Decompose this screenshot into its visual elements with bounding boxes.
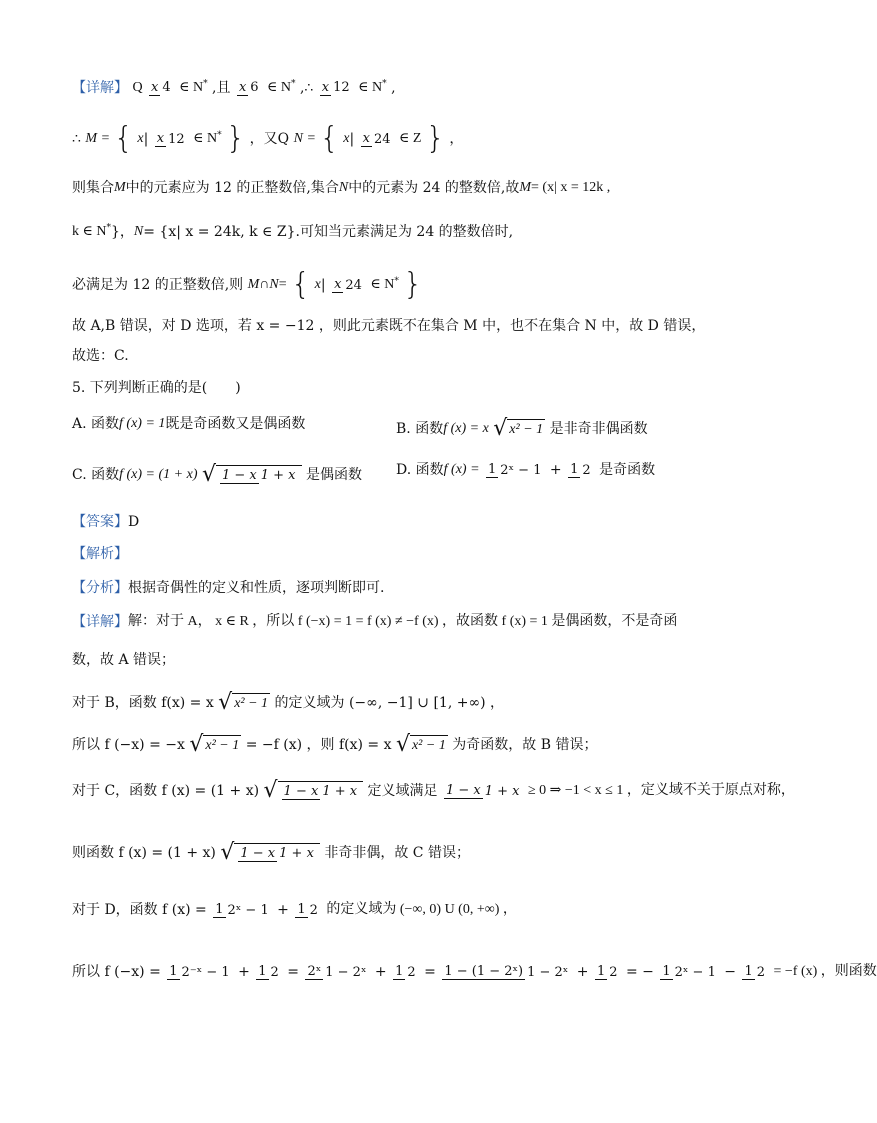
text-l1-f12: 12 <box>333 80 350 96</box>
text-optB-b: 是非奇非偶函数 <box>549 421 648 437</box>
text-l2-bar2: | <box>349 131 355 147</box>
text-ans-val: D <box>128 514 140 530</box>
text-l2-den2: 24 <box>374 131 391 147</box>
text-optC-num: 1 − x <box>221 467 257 483</box>
analysis-tag-line <box>72 544 128 564</box>
detail-c-line-2 <box>72 838 470 868</box>
text-b1-b: 的定义域为 (−∞, −1] ∪ [1, +∞) ， <box>274 695 505 711</box>
text-l1-fx: x <box>238 79 247 95</box>
detail-d-line-1 <box>72 900 517 920</box>
text-l5-in: ∈ N <box>370 277 395 292</box>
text-c2-a: 则函数 f (x) = (1 + x) <box>72 845 216 861</box>
sqrt <box>396 730 448 760</box>
text-q5-text: 5. 下列判断正确的是( ) <box>72 380 241 396</box>
text-e2-n2: 1 <box>258 964 267 979</box>
text-l2-so: ∴ <box>72 131 81 147</box>
text-e1-a: 对于 D，函数 f (x) = <box>72 902 207 918</box>
math-glyph <box>295 900 320 920</box>
detail-line-5: 必满足为 12 的正整数倍,则 M∩N= { x| x 24 ∈ N* } <box>72 267 423 302</box>
text-l1-and: ,且 <box>212 79 231 96</box>
detail-d-line-2 <box>72 962 877 982</box>
text-e2-p2: + <box>374 964 387 980</box>
text-l2-x2: x <box>343 131 350 146</box>
text-l5-a: 必满足为 12 的正整数倍,则 <box>72 277 244 293</box>
text-optC-f: f (x) = (1 + x) <box>119 467 198 482</box>
math-glyph: √ <box>263 778 278 803</box>
text-c1-b: 定义域满足 <box>367 783 438 799</box>
text-c1-den2: 1 + x <box>484 783 520 799</box>
text-l3-a: 则集合 <box>72 180 114 196</box>
analysis-tag: 【解析】 <box>72 546 128 562</box>
text-e2-eq3: = − <box>625 964 654 980</box>
text-l4-star: * <box>106 223 111 233</box>
text-l4-c: = {x| x = 24k, k ∈ Z}.可知当元素满足为 24 的整数倍时, <box>143 223 514 240</box>
math-glyph <box>256 962 281 982</box>
math-glyph <box>282 782 360 802</box>
text-c1-num: 1 − x <box>283 783 319 799</box>
text-optC-b: 是偶函数 <box>305 467 362 483</box>
text-l2-num2: x <box>362 131 370 146</box>
text-b2-a: 所以 f (−x) = −x <box>72 737 185 753</box>
text-b2-rad1: x² − 1 <box>203 735 241 756</box>
text-optB-rad: x² − 1 <box>507 419 545 440</box>
text-b2-c: 为奇函数，故 B 错误； <box>452 737 598 753</box>
text-c2-den: 1 + x <box>279 846 314 861</box>
math-glyph <box>278 781 364 802</box>
text-e2-c: = −f (x) ，则函数 <box>773 964 877 979</box>
math-glyph <box>568 460 593 480</box>
text-l1-in3: ∈ N <box>358 79 383 95</box>
text-e2-d5: 1 − 2ˣ <box>527 964 569 980</box>
math-glyph <box>234 843 320 864</box>
text-e2-p3: + <box>576 964 589 980</box>
text-l1-star3: * <box>382 79 387 89</box>
text-e1-den1: 2ˣ − 1 <box>227 902 269 918</box>
text-l1-star2: * <box>291 79 296 89</box>
text-optD-plus: + <box>549 462 562 478</box>
detail-tag: 【详解】 <box>72 79 128 96</box>
fraction <box>332 275 364 295</box>
math-glyph <box>167 962 231 982</box>
text-l2-in: ∈ N <box>193 131 218 146</box>
text-l2-eq: = <box>101 131 110 146</box>
fraction <box>237 78 261 98</box>
option-a <box>72 414 305 434</box>
text-l7-text: 故选：C. <box>72 348 129 364</box>
text-l5-M: M <box>247 277 260 292</box>
detail-tag-2: 【详解】 <box>72 614 128 630</box>
text-l2-mid: ，又Q <box>249 131 290 147</box>
text-l1-star1: * <box>203 79 208 89</box>
math-glyph <box>220 466 298 486</box>
math-glyph: √ <box>493 416 508 441</box>
detail-b-line-2 <box>72 730 597 760</box>
option-d <box>396 460 655 480</box>
text-e2-d2: 2 <box>270 964 279 980</box>
text-l5-bar: | <box>320 277 326 293</box>
left-brace: { <box>113 121 133 156</box>
text-e2-n5: 1 − (1 − 2ˣ) <box>444 964 524 979</box>
math-glyph <box>660 962 718 982</box>
text-l5-num: x <box>334 277 342 292</box>
text-optA-f: f (x) = 1 <box>119 416 166 431</box>
text-b2-b: = −f (x) ，则 f(x) = x <box>245 737 392 753</box>
text-c1-den: 1 + x <box>322 784 358 799</box>
sqrt <box>220 838 320 868</box>
text-e2-d1: 2⁻ˣ − 1 <box>181 964 230 980</box>
text-l1-end: , <box>391 79 396 96</box>
detail-a-line-1 <box>72 612 677 632</box>
text-e2-d7: 2ˣ − 1 <box>674 964 716 980</box>
text-l5-star: * <box>394 276 399 287</box>
text-l5-x: x <box>314 277 321 292</box>
text-c1-num2: 1 − x <box>445 783 481 798</box>
text-optA-b: 既是奇函数又是偶函数 <box>165 416 306 432</box>
text-l2-eq2: = <box>307 131 316 146</box>
text-c1-c: ≥ 0 ⇒ −1 < x ≤ 1 ，定义域不关于原点对称， <box>527 783 795 798</box>
fraction <box>320 78 352 98</box>
text-e2-eq2: = <box>424 964 436 980</box>
math-glyph <box>305 962 368 982</box>
text-e2-n3: 2ˣ <box>307 964 322 979</box>
text-e2-n1: 1 <box>169 964 178 979</box>
text-optD-f: f (x) = <box>443 462 480 477</box>
text-l5-N: N <box>269 277 279 292</box>
math-glyph: √ <box>189 732 204 757</box>
answer-line <box>72 512 139 532</box>
text-e2-eq1: = <box>287 964 300 980</box>
text-l4-a: k ∈ N <box>72 223 107 239</box>
math-glyph <box>486 460 544 480</box>
answer-tag: 【答案】 <box>72 514 128 530</box>
text-optC-a: C. 函数 <box>72 467 120 483</box>
math-glyph: √ <box>218 690 233 715</box>
text-l2-num: x <box>156 131 165 146</box>
text-fx-text: 根据奇偶性的定义和性质，逐项判断即可. <box>128 580 385 596</box>
text-optD-b: 是奇函数 <box>599 462 656 478</box>
math-glyph <box>442 962 570 982</box>
text-l1-in1: ∈ N <box>179 79 204 95</box>
math-glyph <box>238 844 316 864</box>
text-l5-eq: = <box>278 277 287 292</box>
text-l3-N: N <box>338 180 349 195</box>
text-d2-text: 数，故 A 错误； <box>72 652 176 668</box>
detail-line-7 <box>72 346 129 366</box>
text-e2-p1: + <box>238 964 250 980</box>
text-e2-n7: 1 <box>662 964 671 979</box>
text-l2-x: x <box>137 131 144 146</box>
text-optD-num1: 1 <box>487 462 497 477</box>
text-c2-num: 1 − x <box>240 845 276 861</box>
detail-c-line-1 <box>72 776 795 806</box>
text-optD-num2: 1 <box>570 462 579 477</box>
text-l4-b: }， <box>110 223 134 240</box>
text-optB-f: f (x) = x <box>443 421 489 436</box>
text-e1-den2: 2 <box>309 902 318 918</box>
text-l1-f4: 4 <box>162 80 171 96</box>
math-glyph <box>742 962 767 982</box>
math-glyph <box>393 962 418 982</box>
text-optB-a: B. 函数 <box>396 421 444 437</box>
fraction <box>155 129 187 149</box>
text-l5-cap: ∩ <box>259 277 270 292</box>
text-l1-so: ,∴ <box>299 79 314 96</box>
detail-line-3 <box>72 178 610 198</box>
text-l3-b: 中的元素应为 12 的正整数倍,集合 <box>125 180 339 196</box>
sqrt <box>202 460 302 490</box>
text-e1-plus: + <box>277 902 289 918</box>
text-e1-num1: 1 <box>215 902 224 917</box>
text-l2-star: * <box>217 130 222 141</box>
math-glyph <box>213 900 271 920</box>
text-e1-b: 的定义域为 (−∞, 0) U (0, +∞) ， <box>326 902 517 917</box>
text-l5-den: 24 <box>345 277 362 293</box>
text-e2-a: 所以 f (−x) = <box>72 964 161 980</box>
text-l1-f6: 6 <box>250 80 259 96</box>
text-l1-q1: Q <box>132 79 143 95</box>
math-glyph: √ <box>201 462 216 487</box>
text-l1-fx: x <box>151 79 159 95</box>
right-brace: } <box>226 121 246 156</box>
detail-line-6 <box>72 316 705 336</box>
text-l4-N: N <box>133 223 144 239</box>
text-l1-fx: x <box>321 79 330 95</box>
text-e2-d8: 2 <box>756 964 766 980</box>
text-optD-den1: 2ˣ − 1 <box>500 462 542 478</box>
math-glyph <box>216 465 302 486</box>
fraction <box>149 78 173 98</box>
option-b <box>396 414 648 444</box>
text-optC-den: 1 + x <box>260 468 296 483</box>
math-glyph: √ <box>395 732 410 757</box>
text-e2-n4: 1 <box>395 964 404 979</box>
option-c <box>72 460 362 490</box>
text-l2-end: ， <box>449 131 464 147</box>
text-c2-b: 非奇非偶，故 C 错误； <box>324 845 470 861</box>
text-b1-a: 对于 B，函数 f(x) = x <box>72 695 214 711</box>
text-l2-M: M <box>85 131 98 146</box>
text-l3-M2: M <box>519 180 532 195</box>
text-c1-a: 对于 C，函数 f (x) = (1 + x) <box>72 783 260 799</box>
text-l2-in2: ∈ Z <box>399 131 422 146</box>
text-optA-a: A. 函数 <box>72 416 120 432</box>
sqrt <box>264 776 364 806</box>
text-b1-rad: x² − 1 <box>232 693 270 714</box>
text-l2-bar: | <box>143 131 149 147</box>
math-glyph <box>444 781 522 801</box>
question-5 <box>72 378 241 398</box>
text-e2-m1: − <box>724 964 737 980</box>
text-l2-den: 12 <box>168 131 185 147</box>
text-b2-rad2: x² − 1 <box>410 735 448 756</box>
text-l1-in2: ∈ N <box>267 79 292 95</box>
text-e2-n8: 1 <box>744 964 753 979</box>
sqrt <box>218 688 270 718</box>
fraction <box>361 129 393 149</box>
fenxi-tag: 【分析】 <box>72 580 128 596</box>
text-l3-d: = (x| x = 12k , <box>531 180 611 195</box>
text-e2-d6: 2 <box>609 964 618 980</box>
text-e2-d3: 1 − 2ˣ <box>325 964 367 980</box>
text-e1-num2: 1 <box>297 902 306 917</box>
sqrt <box>493 414 545 444</box>
text-optD-den2: 2 <box>582 462 591 478</box>
text-optD-a: D. 函数 <box>396 462 444 478</box>
text-l2-N: N <box>293 131 303 146</box>
detail-b-line-1 <box>72 688 504 718</box>
detail-a-line-2 <box>72 650 175 670</box>
text-e2-d4: 2 <box>407 964 416 980</box>
detail-line-4 <box>72 218 513 242</box>
detail-line-2: ∴ M = { x| x 12 ∈ N* } ，又Q N = { x| x 24 ∈ Z } ， <box>72 121 464 156</box>
text-l3-M: M <box>114 180 126 195</box>
text-l3-c: 中的元素为 24 的整数倍,故 <box>348 180 520 196</box>
detail-line-1 <box>72 74 396 98</box>
text-l6-text: 故 A,B 错误，对 D 选项，若 x = −12 ，则此元素既不在集合 M 中，也不在集合 N 中，故 D 错误， <box>72 318 706 334</box>
math-glyph: √ <box>220 840 235 865</box>
math-glyph <box>595 962 620 982</box>
fenxi-line <box>72 578 384 598</box>
text-e2-n6: 1 <box>596 964 606 979</box>
text-d1-text: 解：对于 A， x ∈ R ，所以 f (−x) = 1 = f (x) ≠ −f (x) ，故函数 f (x) = 1 是偶函数，不是奇函 <box>128 614 678 629</box>
sqrt <box>189 730 241 760</box>
